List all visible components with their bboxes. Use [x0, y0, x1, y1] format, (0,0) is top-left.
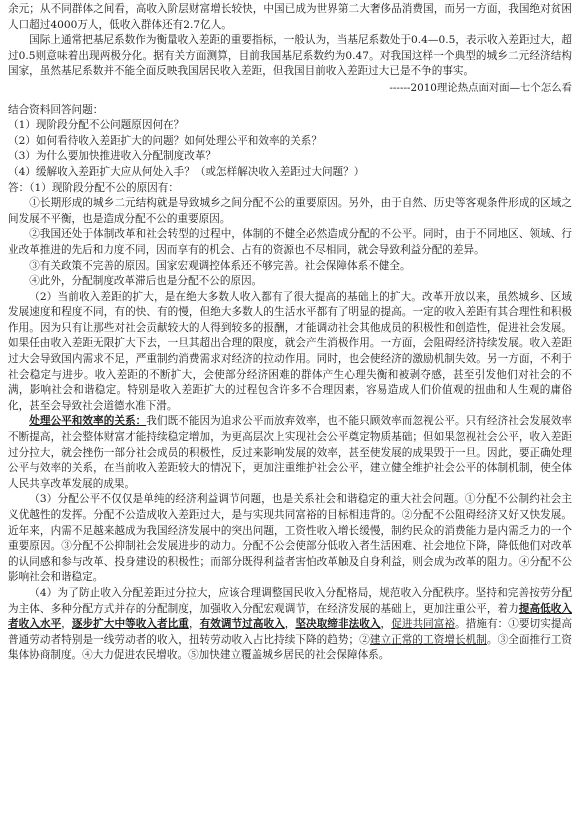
answer-1-point-1: ①长期形成的城乡二元结构就是导致城乡之间分配不公的重要原因。另外，由于自然、历史等客观条件形成的区域之间发展不平衡，也是造成分配不公的重要原因。 — [8, 197, 572, 225]
answer-2-paragraph-2-text: 我们既不能因为追求公平而放弃效率，也不能只顾效率而忽视公平。只有经济社会发展效率不断提高，社会整体财富才能持续稳定增加，为更高层次上实现社会公平奠定物质基础；但如果忽视社会公平，收入差距过分拉大，就会挫伤一部分社会成员的积极性，反过来影响发展的效率，甚至使发展的成果毁于一旦。因此，要正确处理公平与效率的关系，在当前收入差距较大的情况下，更加注重维护社会公平，建立健全维护社会公平的体制机制，使全体人民共享改革发展的成果。 — [8, 415, 573, 490]
answer-4-measures-lead: 。措施有：①要切实提高普通劳动者特别是一线劳动者的收入，扭转劳动收入占比持续下降的趋势；② — [8, 618, 573, 646]
intro-paragraph-1: 余元；从不同群体之间看，高收入阶层财富增长较快，中国已成为世界第二大奢侈品消费国，而另一方面，我国绝对贫困人口超过4000万人，低收入群体还有2.7亿人。 — [8, 3, 572, 31]
question-3: （3）为什么要加快推进收入分配制度改革？ — [8, 150, 217, 163]
answer-4-paragraph — [8, 586, 572, 664]
intro-paragraph-2: 国际上通常把基尼系数作为衡量收入差距的重要指标，一般认为，当基尼系数处于0.4—0.5，表示收入差距过大，超过0.5则意味着出现两极分化。据有关方面测算，目前我国基尼系数约为0.47。对我国这样一个典型的城乡二元经济结构国家，虽然基尼系数并不能全面反映我国居民收入差距，但我国目前收入差距过大已是不争的事实。 — [8, 34, 572, 78]
answer-4-key-5: 促进共同富裕 — [391, 618, 456, 631]
answer-1-title-text: （1）现阶段分配不公的原因有： — [29, 181, 179, 194]
answer-4-key-4: 坚决取缔非法收入 — [295, 618, 381, 631]
answer-4-comma-4: ， — [380, 618, 392, 631]
question-1: （1）现阶段分配不公问题原因何在？ — [8, 119, 185, 132]
answer-1-point-4: ④此外，分配制度改革滞后也是分配不公的原因。 — [29, 275, 263, 288]
answer-2-heading: 处理公平和效率的关系： — [29, 415, 147, 428]
source-citation: ------2010理论热点面对面—七个怎么看 — [389, 81, 572, 94]
answer-4-comma-1: ， — [61, 618, 72, 631]
answer-1-point-3: ③有关政策不完善的原因。国家宏观调控体系还不够完善。社会保障体系不健全。 — [29, 259, 411, 272]
answer-label: 答： — [8, 181, 30, 194]
answer-1-point-2: ②我国还处于体制改革和社会转型的过程中，体制的不健全必然造成分配的不公平。同时，由于不同地区、领域、行业改革推进的先后和力度不同，因而享有的机会、占有的资源也不尽相同，就会导致利益分配的差异。 — [8, 228, 572, 256]
question-4: （4）缓解收入差距扩大应从何处入手？（或怎样解决收入差距过大问题？） — [8, 165, 365, 178]
answer-4-comma-3: ， — [284, 618, 296, 631]
answer-3-paragraph: （3）分配公平不仅仅是单纯的经济利益调节问题，也是关系社会和谐稳定的重大社会问题。①分配不公制约社会主义优越性的发挥。分配不公造成收入差距过大，是与实现共同富裕的目标相违背的。②分配不公阻碍经济又好又快发展。近年来，内需不足越来越成为我国经济发展中的突出问题，工资性收入增长缓慢，制约民众的消费能力是内需乏力的一个重要原因。③分配不公抑制社会发展进步的动力。分配不公会使部分低收入者生活困难、社会地位下降，降低他们对改革的认同感和参与改革、投身建设的积极性；而部分既得利益者害怕改革触及自身利益，则会成为改革的阻力。④分配不公影响社会和谐稳定。 — [8, 493, 572, 584]
answer-2-paragraph-1: （2）当前收入差距的扩大，是在绝大多数人收入都有了很大提高的基础上的扩大。改革开放以来，虽然城乡、区域发展速度和程度不同，有的快、有的慢，但绝大多数人的生活水平都有了明显的提高。一定的收入差距有其合理性和积极作用。因为只有让那些对社会贡献较大的人得到较多的报酬，才能调动社会其他成员的积极性和创造性，促进社会发展。如果任由收入差距无限扩大下去，一旦其超出合理的限度，就会产生消极作用。一方面，会阻碍经济持续发展。收入差距过大会导致国内需求不足，严重制约消费需求对经济的拉动作用。同时，也会使经济的激励机制失效。另一方面，不利于社会稳定与进步。收入差距的不断扩大，会使部分经济困难的群体产生心理失衡和被剥夺感，甚至引发他们对社会的不满，影响社会和谐稳定。特别是收入差距扩大的过程包含许多不合理因素，容易造成人们价值观的扭曲和人生观的庸俗化，甚至会导致社会道德水准下滑。 — [8, 290, 572, 412]
answer-4-intro: （4）为了防止收入分配差距过分拉大，应该合理调整国民收入分配格局，规范收入分配秩序。坚持和完善按劳分配为主体、多种分配方式并存的分配制度，加强收入分配宏观调节，在经济发展的基础上，更加注重公平，着力 — [8, 586, 572, 615]
answer-4-key-3: 有效调节过高收入 — [199, 618, 285, 631]
answer-4-comma-2: ， — [188, 618, 200, 631]
answer-4-measure-2: 建立正常的工资增长机制 — [369, 633, 487, 646]
questions-lead: 结合资料回答问题： — [8, 103, 104, 116]
question-2: （2）如何看待收入差距扩大的问题？如何处理公平和效率的关系？ — [8, 134, 322, 147]
answer-1-title — [8, 181, 572, 197]
answer-4-key-2: 逐步扩大中等收入者比重 — [71, 618, 189, 631]
answer-2-paragraph-2 — [8, 414, 572, 492]
answer-4-rest: 。③全面推行工资集体协商制度。④大力促进农民增收。⑤加快建立覆盖城乡居民的社会保障体系。 — [8, 633, 573, 662]
answer-4-key-1: 提高低收入者收入水平 — [8, 602, 573, 631]
